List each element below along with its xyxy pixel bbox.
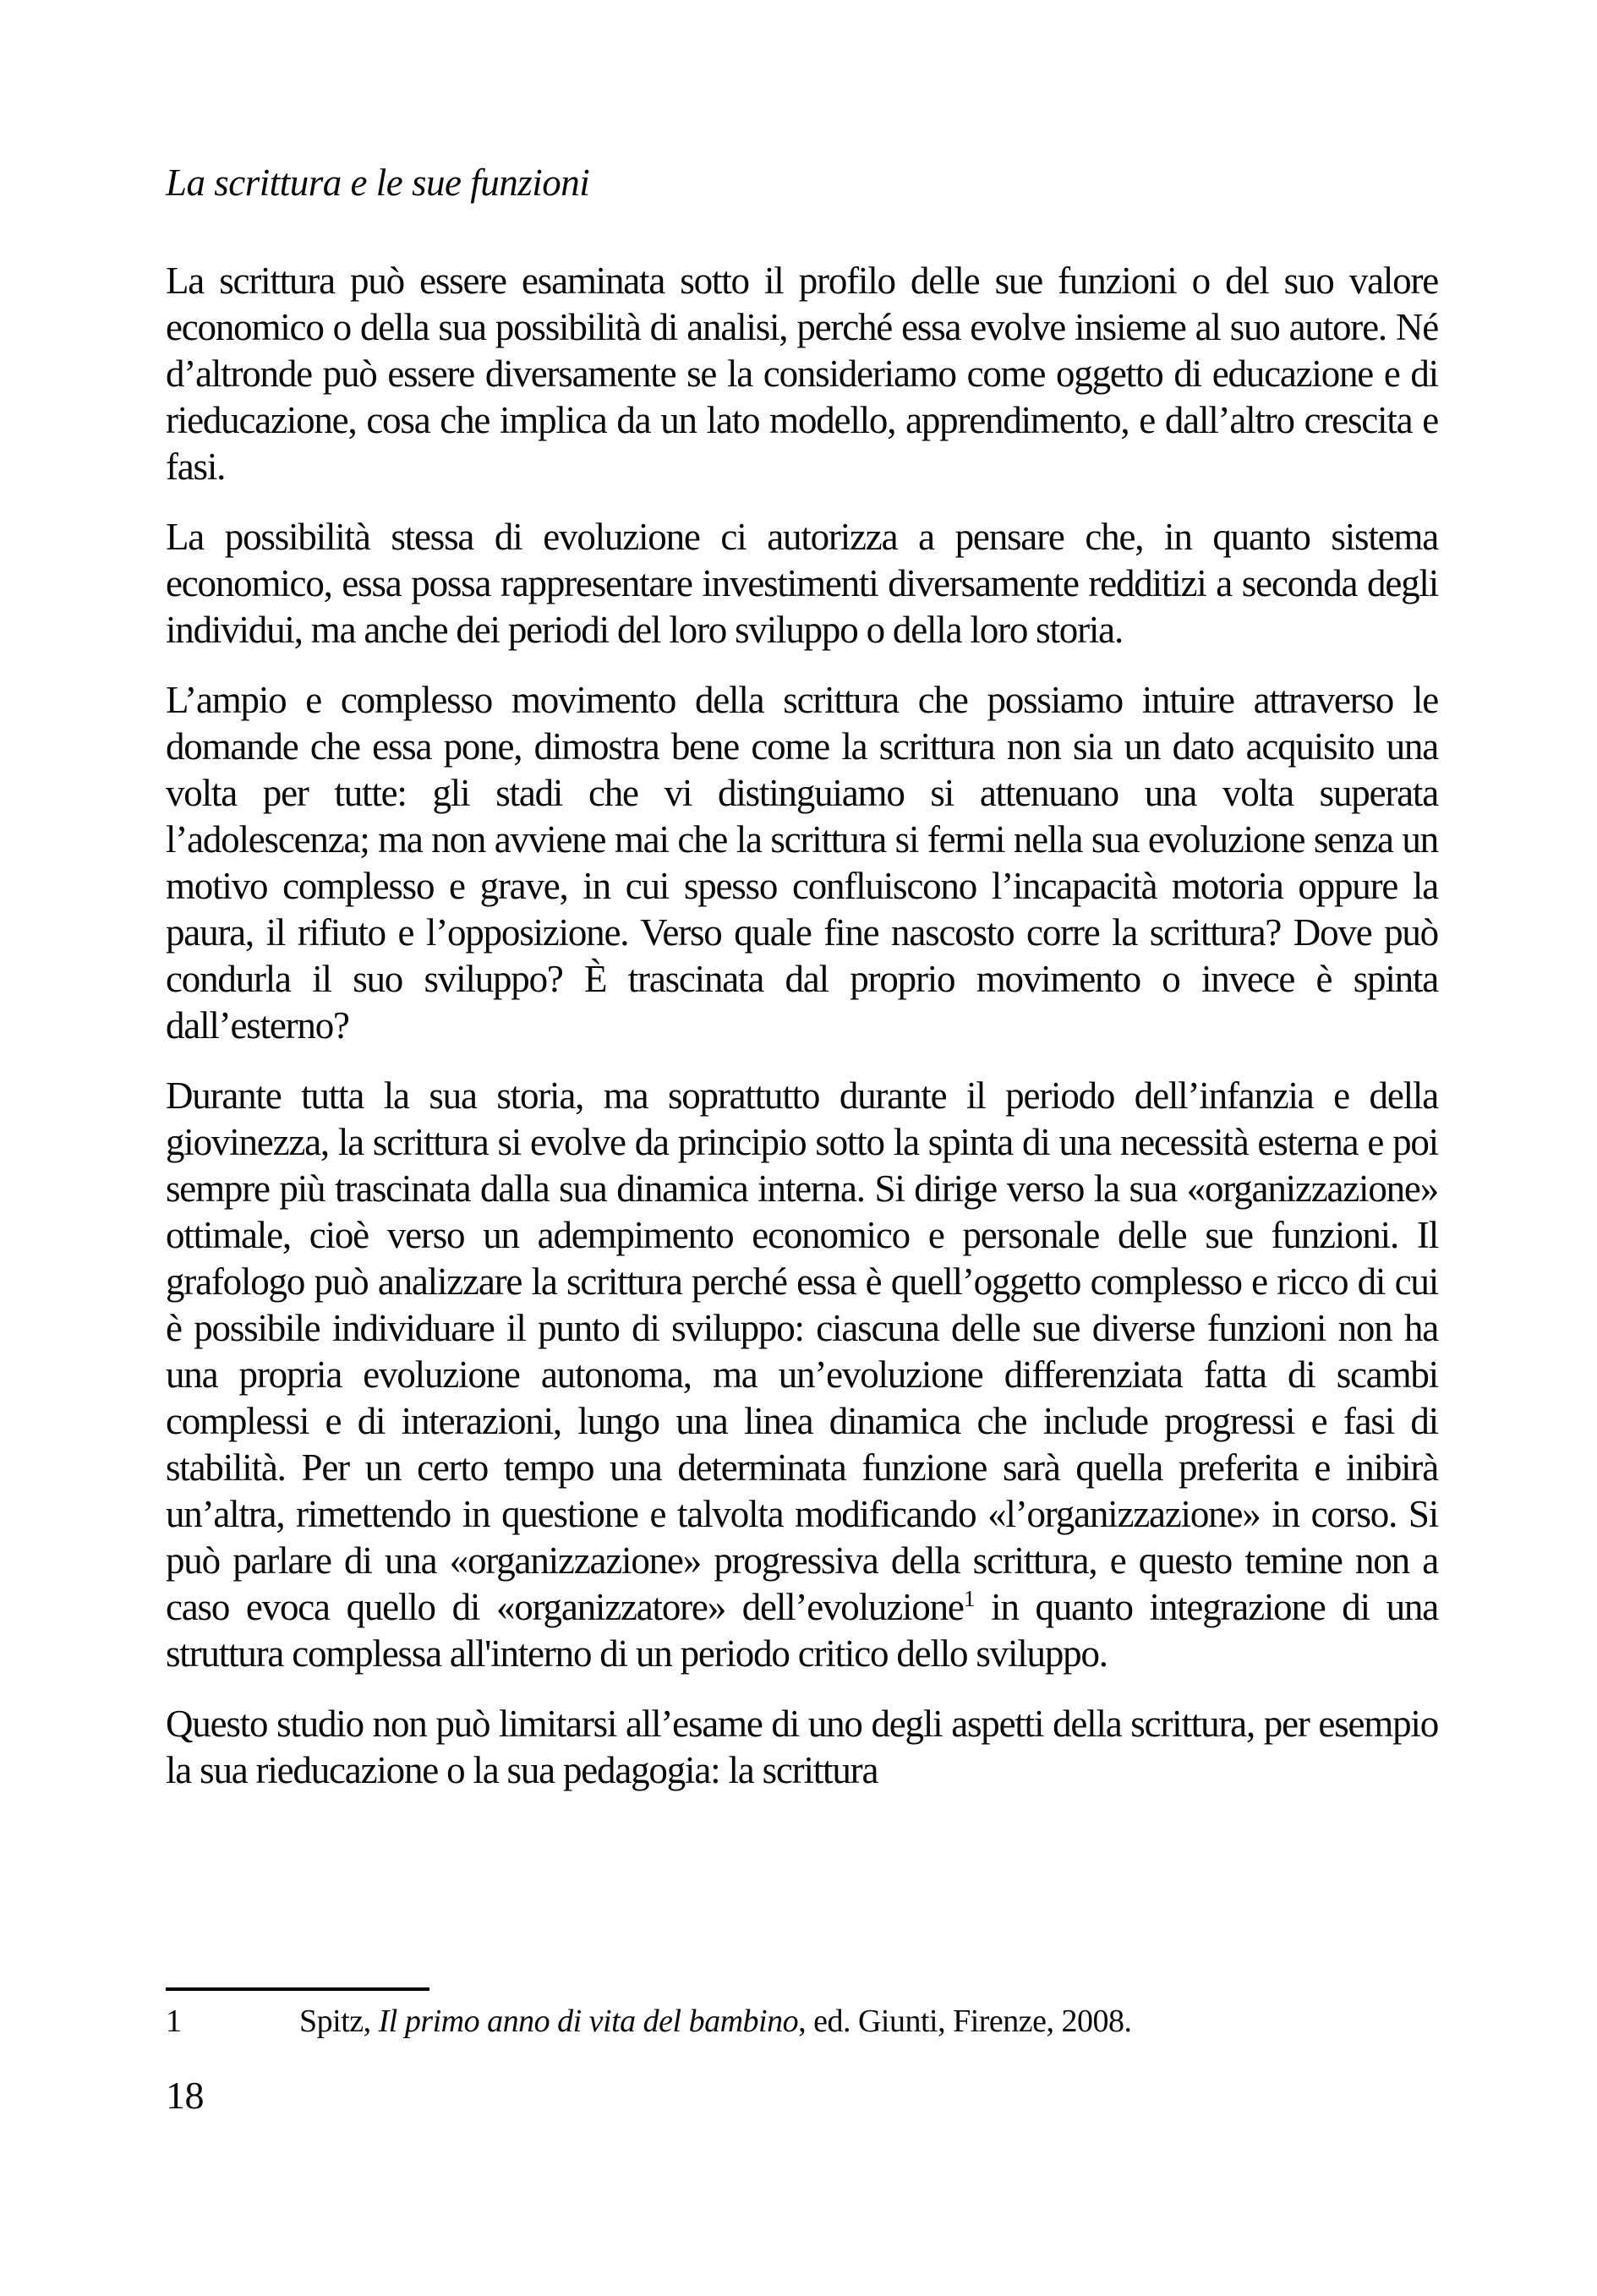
footnote-divider: [166, 1987, 429, 1991]
paragraph-text: La scrittura può essere esaminata sotto il profilo delle sue funzioni o del suo valore economico o della sua possibilità di analisi, perché essa evolve insieme al suo autore. Né d’altronde può essere diversamente se la consideriamo come oggetto di educazione e di rieducazione, cosa che implica da un lato modello, apprendimento, e dall’altro crescita e fasi.: [166, 260, 1438, 488]
footnote-text-pre: Spitz,: [299, 2004, 379, 2039]
footnote-ref: 1: [963, 1586, 975, 1612]
paragraph-text: in quanto integrazione di una struttura complessa all'interno di un periodo critico dello sviluppo.: [166, 1586, 1438, 1675]
page-number: 18: [166, 2074, 204, 2117]
body-text: [166, 258, 1438, 1818]
paragraph: [166, 258, 1438, 490]
paragraph-text: L’ampio e complesso movimento della scrittura che possiamo intuire attraverso le domande che essa pone, dimostra bene come la scrittura non sia un dato acquisito una volta per tutte: gli stadi che vi distinguiamo si attenuano una volta superata l’adolescenza; ma non avviene mai che la scrittura si fermi nella sua evoluzione senza un motivo complesso e grave, in cui spesso confluiscono l’incapacità motoria oppure la paura, il rifiuto e l’opposizione. Verso quale fine nascosto corre la scrittura? Dove può condurla il suo sviluppo? È trascinata dal proprio movimento o invece è spinta dall’esterno?: [166, 679, 1438, 1047]
footnote-text-post: , ed. Giunti, Firenze, 2008.: [798, 2004, 1132, 2039]
footnote-book-title: Il primo anno di vita del bambino: [378, 2004, 799, 2039]
footnote-number: 1: [166, 2004, 182, 2039]
paragraph-text: La possibilità stessa di evoluzione ci autorizza a pensare che, in quanto sistema economico, essa possa rappresentare investimenti diversamente redditizi a seconda degli individui, ma anche dei periodi del loro sviluppo o della loro storia.: [166, 516, 1438, 651]
footnote: [166, 2001, 1438, 2042]
paragraph: [166, 1701, 1438, 1794]
paragraph: [166, 514, 1438, 653]
page-title: La scrittura e le sue funzioni: [166, 161, 590, 204]
paragraph: [166, 677, 1438, 1049]
paragraph: [166, 1073, 1438, 1677]
paragraph-text: Durante tutta la sua storia, ma soprattutto durante il periodo dell’infanzia e della giovinezza, la scrittura si evolve da principio sotto la spinta di una necessità esterna e poi sempre più trascinata dalla sua dinamica interna. Si dirige verso la sua «organizzazione» ottimale, cioè verso un adempimento economico e personale delle sue funzioni. Il grafologo può analizzare la scrittura perché essa è quell’oggetto complesso e ricco di cui è possibile individuare il punto di sviluppo: ciascuna delle sue diverse funzioni non ha una propria evoluzione autonoma, ma un’evoluzione differenziata fatta di scambi complessi e di interazioni, lungo una linea dinamica che include progressi e fasi di stabilità. Per un certo tempo una determinata funzione sarà quella preferita e inibirà un’altra, rimettendo in questione e talvolta modificando «l’organizzazione» in corso. Si può parlare di una «organizzazione» progressiva della scrittura, e questo temine non a caso evoca quello di «organizzatore» dell’evoluzione: [166, 1074, 1438, 1628]
paragraph-text: Questo studio non può limitarsi all’esame di uno degli aspetti della scrittura, per esempio la sua rieducazione o la sua pedagogia: la scrittura: [166, 1703, 1438, 1791]
